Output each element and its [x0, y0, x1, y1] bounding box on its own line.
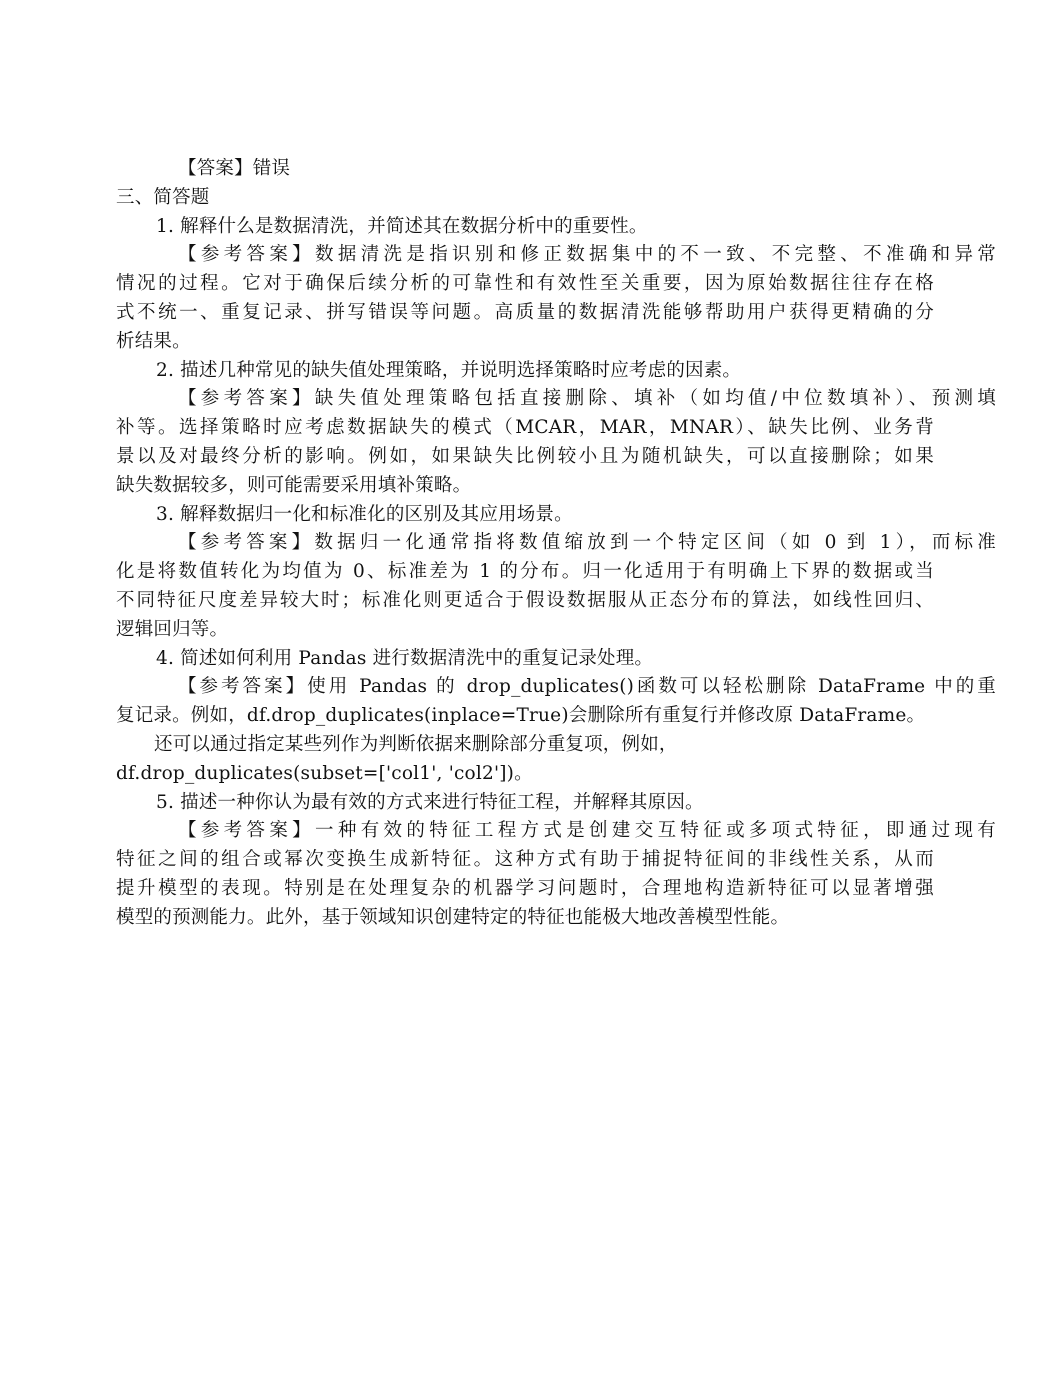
answer-line: 模型的预测能力。此外，基于领域知识创建特定的特征也能极大地改善模型性能。 [116, 906, 790, 928]
question-3: 3. 解释数据归一化和标准化的区别及其应用场景。 [156, 503, 573, 525]
answer-line: 缺失数据较多，则可能需要采用填补策略。 [116, 474, 472, 496]
answer-line: 补等。选择策略时应考虑数据缺失的模式（MCAR，MAR，MNAR）、缺失比例、业务背 [116, 417, 934, 439]
answer-line: 情况的过程。它对于确保后续分析的可靠性和有效性至关重要，因为原始数据往往存在格 [116, 273, 934, 295]
answer-line: 【参考答案】使用 Pandas 的 drop_duplicates()函数可以轻松删除 DataFrame 中的重 [178, 676, 996, 698]
answer-line: 景以及对最终分析的影响。例如，如果缺失比例较小且为随机缺失，可以直接删除；如果 [116, 445, 934, 467]
answer-line: 化是将数值转化为均值为 0、标准差为 1 的分布。归一化适用于有明确上下界的数据或当 [116, 561, 934, 583]
answer-extra-line: df.drop_duplicates(subset=['col1', 'col2'])。 [116, 762, 533, 784]
question-5: 5. 描述一种你认为最有效的方式来进行特征工程，并解释其原因。 [156, 791, 704, 813]
answer-1 [116, 241, 996, 356]
answer-line: 不同特征尺度差异较大时；标准化则更适合于假设数据服从正态分布的算法，如线性回归、 [116, 589, 934, 611]
question-2: 2. 描述几种常见的缺失值处理策略，并说明选择策略时应考虑的因素。 [156, 359, 742, 381]
question-1: 1. 解释什么是数据清洗，并简述其在数据分析中的重要性。 [156, 215, 648, 237]
answer-5 [116, 817, 996, 932]
question-4: 4. 简述如何利用 Pandas 进行数据清洗中的重复记录处理。 [156, 647, 654, 669]
answer-line: 【参考答案】数据归一化通常指将数值缩放到一个特定区间（如 0 到 1），而标准 [178, 532, 996, 554]
answer-line: 析结果。 [116, 330, 191, 352]
previous-answer: 【答案】错误 [178, 158, 291, 179]
answer-extra-line: 还可以通过指定某些列作为判断依据来删除部分重复项，例如， [154, 733, 678, 755]
section-title: 三、简答题 [116, 186, 210, 208]
answer-line: 提升模型的表现。特别是在处理复杂的机器学习问题时，合理地构造新特征可以显著增强 [116, 877, 934, 899]
answer-2 [116, 385, 996, 500]
answer-4 [116, 673, 996, 788]
answer-line: 【参考答案】缺失值处理策略包括直接删除、填补（如均值/中位数填补）、预测填 [178, 388, 996, 410]
answer-line: 【参考答案】一种有效的特征工程方式是创建交互特征或多项式特征，即通过现有 [178, 820, 996, 842]
answer-line: 特征之间的组合或幂次变换生成新特征。这种方式有助于捕捉特征间的非线性关系，从而 [116, 849, 934, 871]
answer-3 [116, 529, 996, 644]
answer-line: 复记录。例如，df.drop_duplicates(inplace=True)会删除所有重复行并修改原 DataFrame。 [116, 705, 926, 727]
answer-line: 【参考答案】数据清洗是指识别和修正数据集中的不一致、不完整、不准确和异常 [178, 244, 996, 266]
answer-line: 逻辑回归等。 [116, 618, 229, 640]
document-body [116, 155, 996, 933]
answer-line: 式不统一、重复记录、拼写错误等问题。高质量的数据清洗能够帮助用户获得更精确的分 [116, 301, 934, 323]
